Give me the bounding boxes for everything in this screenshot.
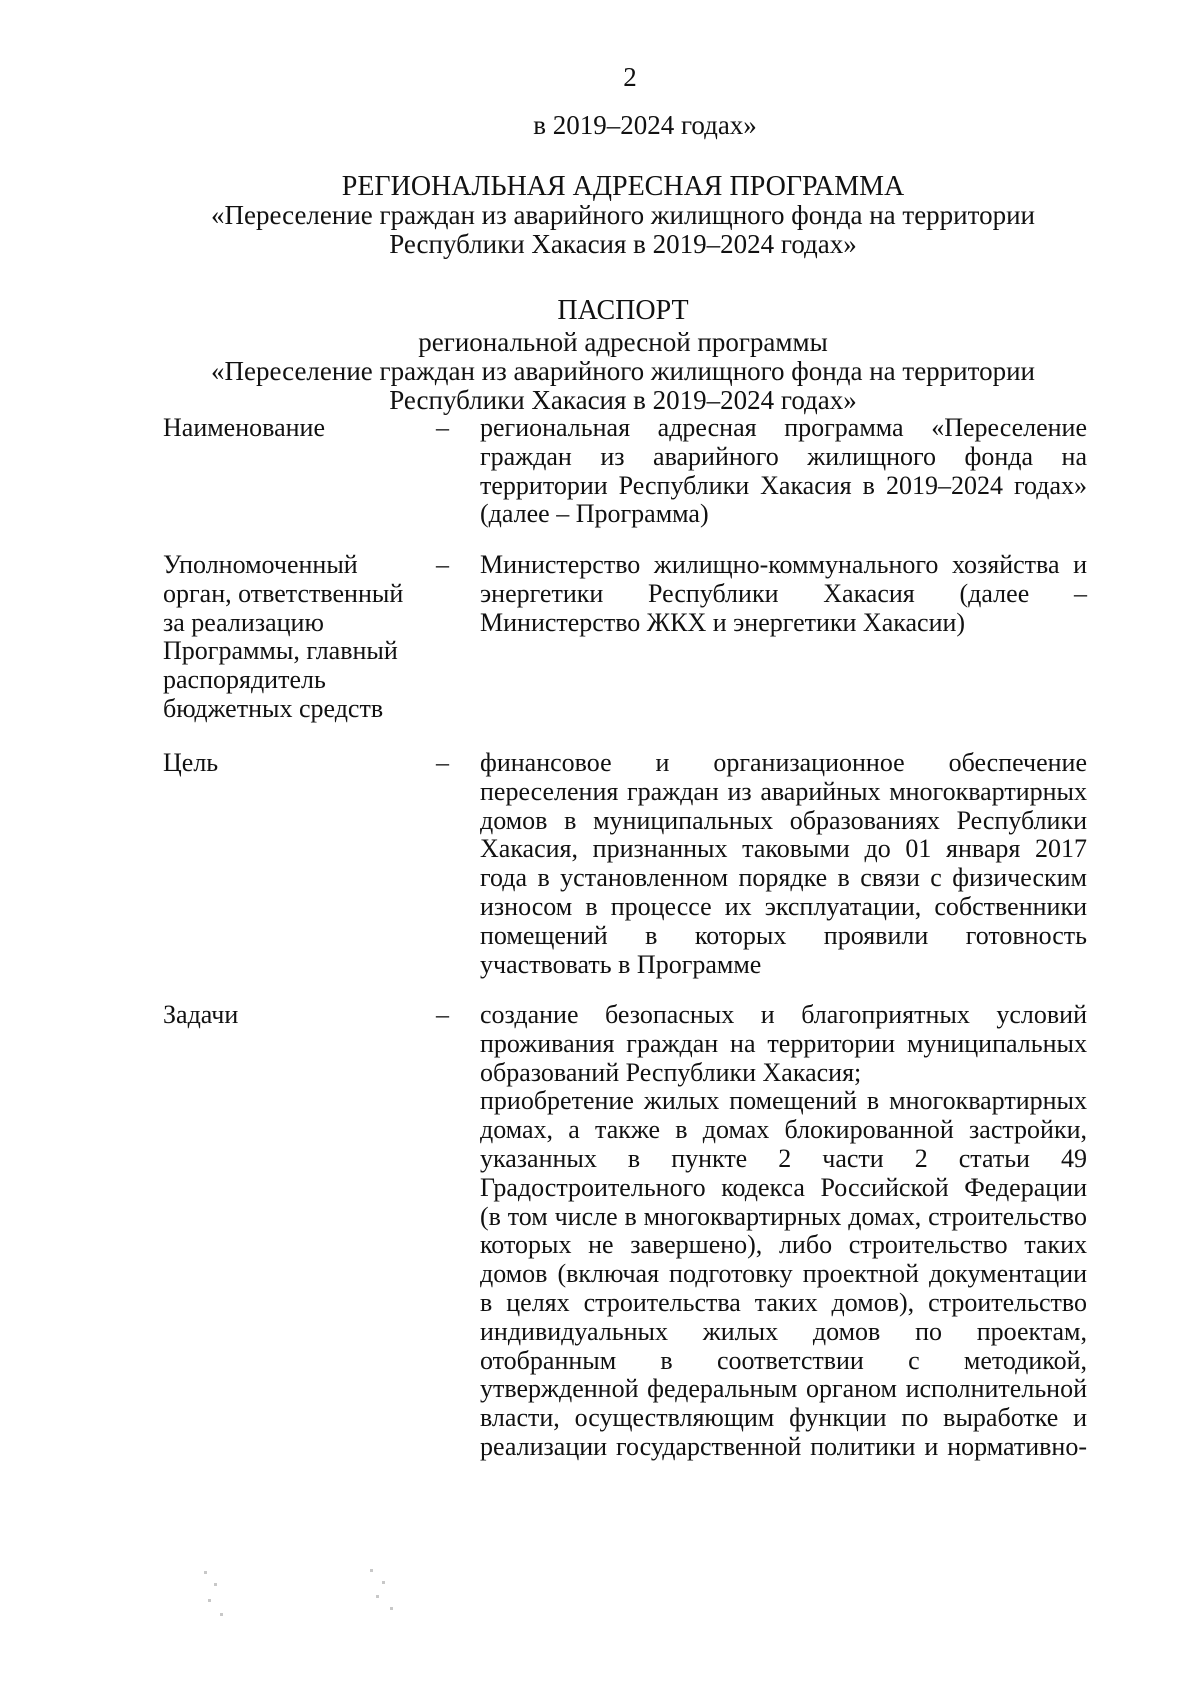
row-dash: – [436,1000,449,1029]
row-value-line: помещений в которых проявили готовность [480,920,1087,950]
row-value-line: отобранным в соответствии с методикой, [480,1345,1087,1375]
row-value-line: региональная адресная программа «Переселение [480,413,1087,442]
program-title-line: Республики Хакасия в 2019–2024 годах» [389,229,857,259]
row-label-line: распорядитель [163,665,326,695]
row-value [480,1001,1087,1462]
row-value-line: которых не завершено), либо строительство таких [480,1230,1087,1260]
row-value-line: создание безопасных и благоприятных условий [480,1000,1087,1029]
passport-subtitle: «Переселение граждан из аварийного жилищного фонда на территории [211,356,1035,386]
row-value [480,414,1087,529]
row-dash: – [436,748,449,777]
row-value-line: домах, а также в домах блокированной застройки, [480,1115,1087,1145]
page-number: 2 [623,62,637,92]
row-value-line: Хакасия, признанных таковыми до 01 января 2017 [480,834,1087,864]
row-value-line: Министерство жилищно-коммунального хозяйства и [480,550,1087,579]
row-value-line: домов (включая подготовку проектной документации [480,1259,1087,1289]
row-label-line: бюджетных средств [163,693,384,723]
passport-heading: ПАСПОРТ [557,295,689,326]
row-value [480,551,1087,637]
row-label-line: Уполномоченный [163,550,358,579]
row-label [163,1001,443,1030]
row-value-line: финансовое и организационное обеспечение [480,748,1087,777]
row-label-line: орган, ответственный [163,578,404,608]
row-value-line: образований Республики Хакасия; [480,1057,862,1087]
row-label-line: за реализацию [163,607,324,637]
row-value-line: (далее – Программа) [480,499,709,529]
row-value-line: проживания граждан на территории муниципальных [480,1028,1087,1058]
row-label-line: Задачи [163,1000,239,1029]
row-value-line: износом в процессе их эксплуатации, собственники [480,891,1087,921]
row-label [163,414,443,443]
row-value [480,749,1087,979]
program-title-block [0,172,1200,259]
row-value-line: власти, осуществляющим функции по выработке и [480,1403,1087,1433]
row-value-line: указанных в пункте 2 части 2 статьи 49 [480,1143,1087,1173]
row-dash: – [436,550,449,579]
row-value-line: Министерство ЖКХ и энергетики Хакасии) [480,607,966,637]
passport-title-block [0,296,1200,415]
row-value-line: года в установленном порядке в связи с физическим [480,863,1087,893]
header-tail: в 2019–2024 годах» [533,110,757,140]
row-dash: – [436,413,449,442]
row-value-line: территории Республики Хакасия в 2019–2024 годах» [480,470,1087,500]
row-value-line: участвовать в Программе [480,949,762,979]
row-value-line: домов в муниципальных образованиях Республики [480,805,1087,835]
passport-subtitle: региональной адресной программы [418,327,828,357]
row-value-line: индивидуальных жилых домов по проектам, [480,1316,1087,1346]
scan-artifacts [200,1565,430,1645]
row-label-line: Цель [163,748,219,777]
row-value-line: (в том числе в многоквартирных домах, строительство [480,1201,1087,1231]
row-label-line: Программы, главный [163,636,398,666]
row-value-line: энергетики Республики Хакасия (далее – [480,578,1087,608]
row-value-line: утвержденной федеральным органом исполнительной [480,1374,1087,1404]
row-label [163,749,443,778]
program-heading: РЕГИОНАЛЬНАЯ АДРЕСНАЯ ПРОГРАММА [341,171,905,202]
row-value-line: переселения граждан из аварийных многоквартирных [480,776,1087,806]
row-label-line: Наименование [163,413,325,442]
row-value-line: в целях строительства таких домов), строительство [480,1287,1087,1317]
row-value-line: граждан из аварийного жилищного фонда на [480,441,1087,471]
row-value-line: реализации государственной политики и нормативно- [480,1431,1087,1461]
row-value-line: Градостроительного кодекса Российской Федерации [480,1172,1087,1202]
passport-subtitle: Республики Хакасия в 2019–2024 годах» [389,385,857,415]
row-value-line: приобретение жилых помещений в многоквартирных [480,1086,1087,1116]
row-label [163,551,443,724]
program-title-line: «Переселение граждан из аварийного жилищного фонда на территории [211,200,1035,230]
